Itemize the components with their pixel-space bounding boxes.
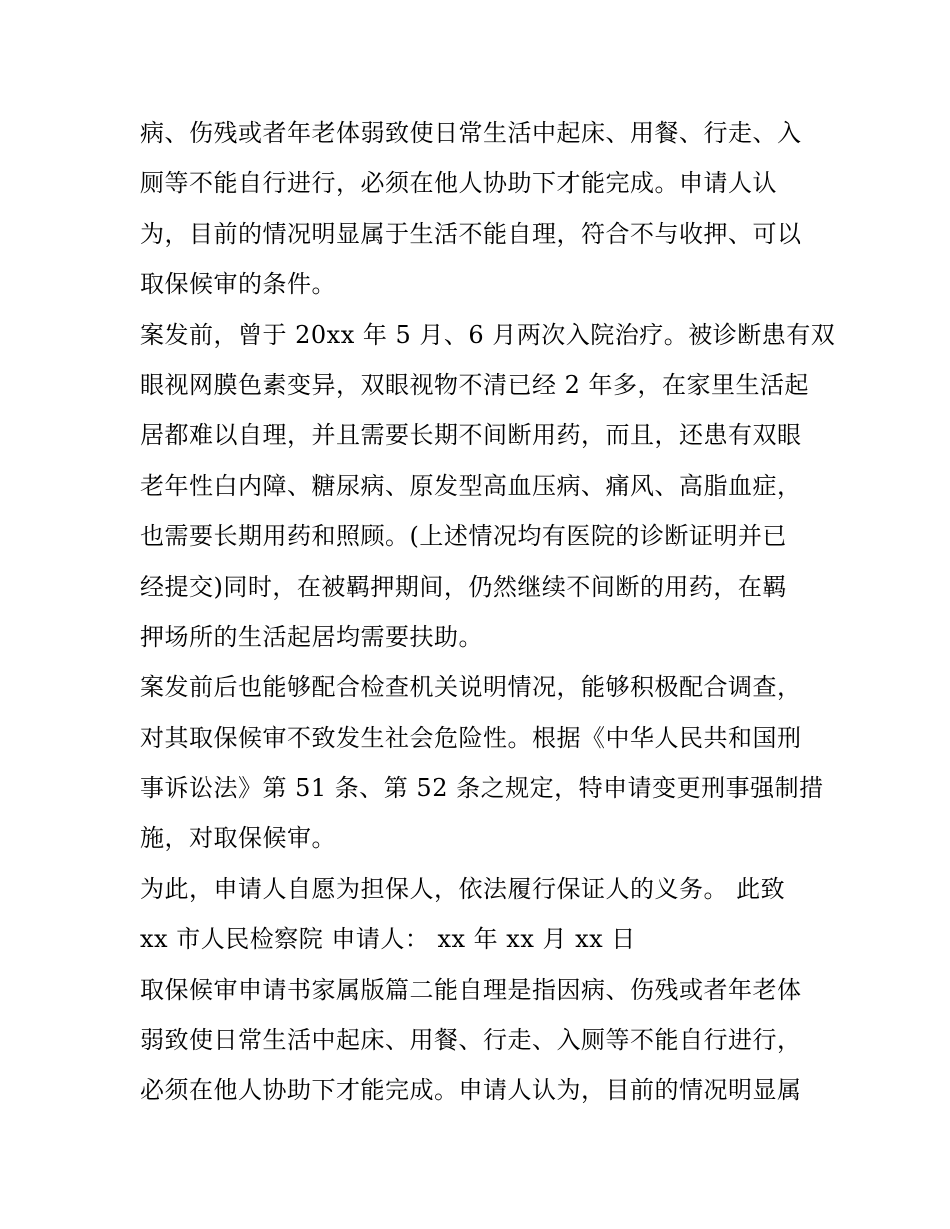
text-line: 案发前，曾于 20xx 年 5 月、6 月两次入院治疗。被诊断患有双 [140,320,836,349]
document-body [140,108,836,1116]
text-line: 押场所的生活起居均需要扶助。 [140,622,483,651]
text-line: 案发前后也能够配合检查机关说明情况，能够积极配合调查， [140,673,802,702]
text-line: 取保候审的条件。 [140,270,336,299]
text-line: 为此，申请人自愿为担保人，依法履行保证人的义务。 此致 [140,874,786,903]
text-line: 老年性白内障、糖尿病、原发型高血压病、痛风、高脂血症， [140,471,802,500]
text-line: 病、伤残或者年老体弱致使日常生活中起床、用餐、行走、入 [140,119,802,147]
text-line: 也需要长期用药和照顾。(上述情况均有医院的诊断证明并已 [140,522,787,551]
text-line: 经提交)同时，在被羁押期间，仍然继续不间断的用药，在羁 [140,572,787,601]
text-line: 为，目前的情况明显属于生活不能自理，符合不与收押、可以 [140,219,802,248]
text-line: 厕等不能自行进行，必须在他人协助下才能完成。申请人认 [140,169,777,198]
text-line: 取保候审申请书家属版篇二能自理是指因病、伤残或者年老体 [140,975,802,1004]
text-line: xx 市人民检察院 申请人： xx 年 xx 月 xx 日 [140,925,636,954]
text-line: 对其取保候审不致发生社会危险性。根据《中华人民共和国刑 [140,723,802,752]
text-line: 眼视网膜色素变异，双眼视物不清已经 2 年多，在家里生活起 [140,370,810,399]
text-line: 必须在他人协助下才能完成。申请人认为，目前的情况明显属 [140,1076,802,1105]
text-line: 施，对取保候审。 [140,824,336,853]
text-line: 居都难以自理，并且需要长期不间断用药，而且，还患有双眼 [140,421,802,450]
text-line: 弱致使日常生活中起床、用餐、行走、入厕等不能自行进行， [140,1026,802,1055]
text-line: 事诉讼法》第 51 条、第 52 条之规定，特申请变更刑事强制措 [140,774,824,803]
